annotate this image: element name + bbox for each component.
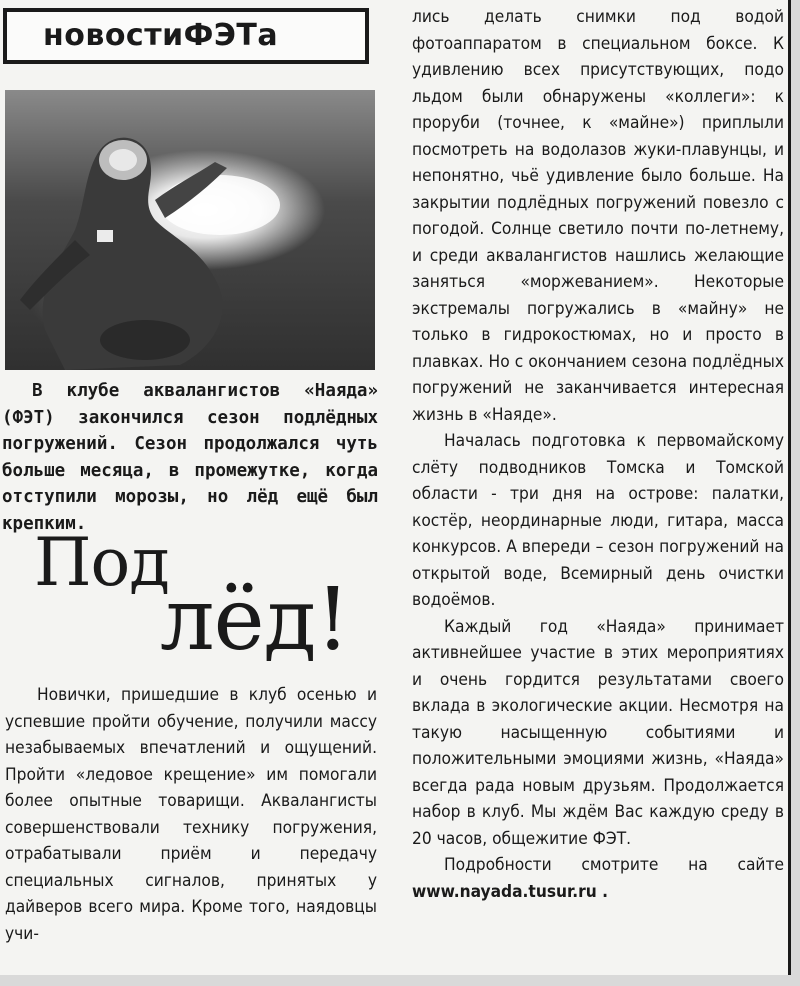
diver-silhouette-graphic [5, 90, 375, 370]
headline-word-1: Под [34, 524, 169, 601]
website-link[interactable]: www.nayada.tusur.ru [412, 881, 597, 902]
rubric-box [3, 8, 369, 64]
headline-word-2: лёд! [160, 570, 350, 670]
right-column-body [412, 4, 784, 905]
footer-text: Подробности смотрите на сайте [444, 855, 784, 875]
underwater-diver-photo [5, 90, 375, 370]
body-paragraph: Каждый год «Наяда» принимает активнейшее участие в этих мероприятиях и очень гордится результатами своего вклада в экологические акции. Несмотря на такую насыщенную событиями и положительными эмоциями жизнь, «Наяда» всегда рада новым друзьям. Продолжается набор в клуб. Мы ждём Вас каждую среду в 20 часов, общежитие ФЭТ. [412, 616, 784, 849]
left-column-body [5, 682, 377, 947]
website-suffix: . [596, 881, 609, 902]
body-paragraph: Новички, пришедшие в клуб осенью и успевшие пройти обучение, получили массу незабываемых впечатлений и ощущений. Пройти «ледовое крещение» им помогали более опытные товарищи. Аквалангисты совершенствовали технику погружения, отрабатывали приём и передачу специальных сигналов, принятых у дайверов всего мира. Кроме того, наядовцы учи- [5, 685, 377, 944]
rubric-title: новостиФЭТа [43, 18, 279, 53]
body-paragraph-footer [412, 852, 784, 905]
lead-paragraph: В клубе аквалангистов «Наяда» (ФЭТ) закончился сезон подлёдных погружений. Сезон продолжался чуть больше месяца, в промежутке, когда отступили морозы, но лёд ещё был крепким. [2, 381, 378, 534]
body-paragraph: Началась подготовка к первомайскому слёту подводников Томска и Томской области - три дня на острове: палатки, костёр, неординарные люди, гитара, масса конкурсов. А впереди – сезон погружений на открытой воде, Всемирный день очистки водоёмов. [412, 431, 784, 610]
body-paragraph: лись делать снимки под водой фотоаппаратом в специальном боксе. К удивлению всех присутствующих, подо льдом были обнаружены «коллеги»: к проруби (точнее, к «майне») приплыли посмотреть на водолазов жуки-плавунцы, и непонятно, чьё удивление было больше. На закрытии подлёдных погружений повезло с погодой. Солнце светило почти по-летнему, и среди аквалангистов нашлись желающие заняться «моржеванием». Некоторые экстремалы погружались в «майну» не только в гидрокостюмах, но и просто в плавках. Но с окончанием сезона подлёдных погружений не заканчивается интересная жизнь в «Наяде». [412, 7, 784, 425]
